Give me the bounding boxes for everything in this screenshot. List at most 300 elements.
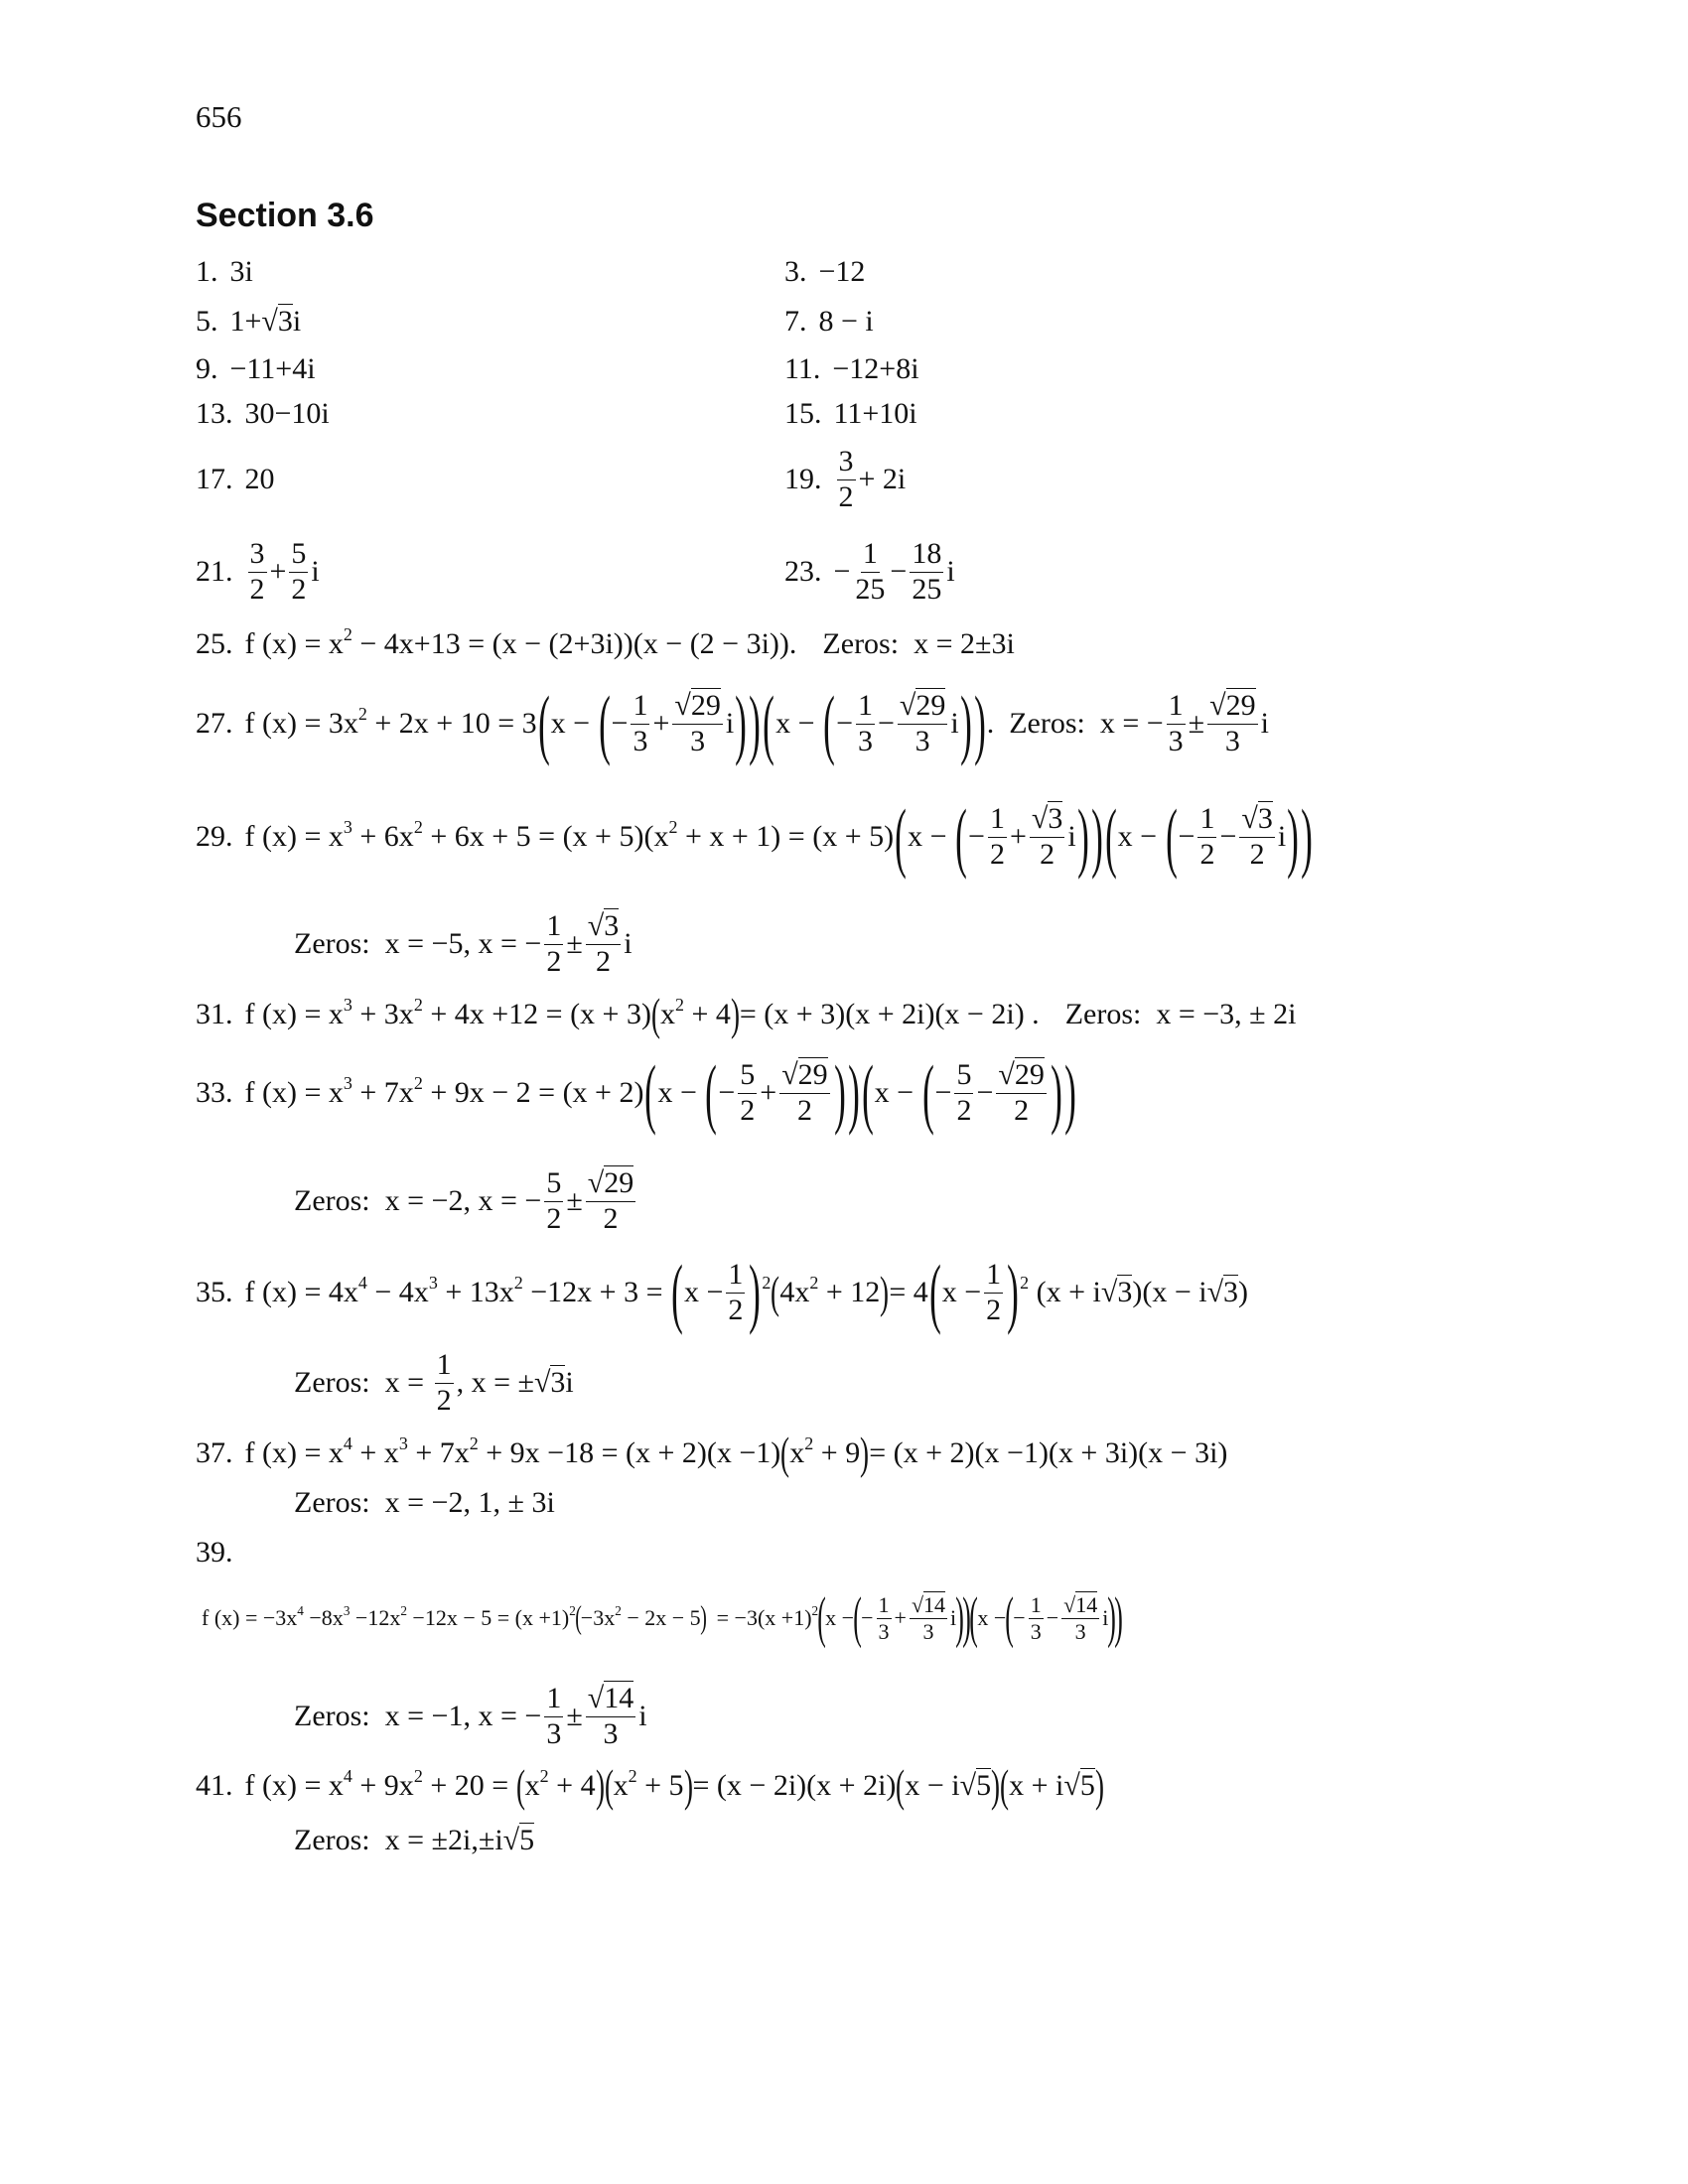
math-text: + 2x + 10 = 3 xyxy=(366,707,537,740)
exponent: 2 xyxy=(628,1765,637,1786)
math-text: 2 xyxy=(436,1383,452,1417)
math-text: 2 xyxy=(986,1293,1002,1326)
math-text: 1 xyxy=(862,537,878,570)
math-text: i xyxy=(1260,707,1269,740)
math-expression xyxy=(202,1586,1124,1650)
math-text: f (x) = x xyxy=(244,627,344,660)
math-text: ± xyxy=(566,1700,583,1732)
radical-sign: √ xyxy=(781,1058,798,1091)
math-text: i xyxy=(565,1366,574,1399)
math-text: 3 xyxy=(249,537,265,570)
math-text: i xyxy=(638,1700,647,1732)
math-text: 5 xyxy=(546,1166,562,1199)
medium-parenthesis: ( xyxy=(896,1761,906,1811)
exponent: 2 xyxy=(400,1602,407,1618)
problem-number: 19. xyxy=(784,463,822,495)
large-parenthesis: ( xyxy=(921,1049,934,1136)
numerator xyxy=(1029,1592,1044,1618)
radical-sign: √ xyxy=(1063,1592,1076,1618)
exponent: 2 xyxy=(413,994,423,1015)
math-expression xyxy=(832,352,918,386)
fraction xyxy=(631,689,649,758)
denominator xyxy=(1197,838,1216,873)
large-parenthesis: ( xyxy=(644,1049,657,1136)
numerator xyxy=(877,1592,892,1618)
numerator xyxy=(1207,689,1257,725)
math-text: 5 xyxy=(291,537,307,570)
numerator xyxy=(1030,802,1064,838)
radical-sign: √ xyxy=(587,1682,605,1714)
exponent: 4 xyxy=(297,1602,304,1618)
math-text: ) xyxy=(1238,1276,1249,1308)
math-text: + 9x − 2 = (x + 2) xyxy=(422,1076,644,1109)
math-text: 18 xyxy=(912,537,942,570)
math-expression xyxy=(834,537,955,607)
math-text: 1 xyxy=(857,689,873,722)
radicand: 29 xyxy=(604,1166,634,1199)
large-parenthesis: ( xyxy=(955,793,967,880)
square-root xyxy=(998,1057,1044,1091)
large-parenthesis: ) xyxy=(1076,793,1089,880)
denominator xyxy=(795,1094,814,1129)
radicand: 3 xyxy=(1223,1276,1239,1308)
radical-sign: √ xyxy=(533,1366,551,1399)
math-text: − 4x xyxy=(366,1276,429,1308)
math-text: + xyxy=(652,707,670,740)
fraction xyxy=(544,1682,563,1751)
numerator xyxy=(910,537,943,573)
math-text: − 2x − 5 xyxy=(621,1605,701,1630)
large-parenthesis: ( xyxy=(671,1249,683,1335)
fraction xyxy=(853,537,887,607)
fraction xyxy=(988,802,1007,872)
problem-number: 3. xyxy=(784,255,807,288)
math-text: (x + i xyxy=(1029,1276,1101,1308)
math-expression xyxy=(294,1824,534,1857)
square-root xyxy=(1063,1591,1097,1617)
square-root xyxy=(1063,1769,1094,1803)
math-text: 2 xyxy=(838,479,854,513)
exponent: 4 xyxy=(357,1272,367,1293)
numerator xyxy=(984,1258,1003,1294)
math-text: Zeros: x = −1, x = − xyxy=(294,1700,542,1732)
large-parenthesis: ) xyxy=(1287,793,1300,880)
math-text: + 4 xyxy=(548,1769,596,1802)
radicand: 3 xyxy=(604,909,620,942)
radicand: 5 xyxy=(976,1769,992,1802)
large-parenthesis: ( xyxy=(1165,793,1178,880)
radical-sign: √ xyxy=(959,1769,977,1802)
square-root xyxy=(781,1057,827,1091)
problem-number: 25. xyxy=(196,627,233,660)
numerator xyxy=(1197,802,1216,838)
section-title: Section 3.6 xyxy=(196,197,374,234)
square-root xyxy=(912,1591,945,1617)
radical-sign: √ xyxy=(674,689,691,722)
numerator xyxy=(544,1166,563,1202)
denominator xyxy=(544,1202,563,1237)
math-text: 5 xyxy=(956,1058,972,1091)
numerator xyxy=(1239,802,1274,838)
large-parenthesis: ( xyxy=(823,680,835,766)
math-expression xyxy=(294,909,633,979)
math-text: 2 xyxy=(546,1201,562,1235)
medium-parenthesis: ( xyxy=(650,990,660,1039)
large-parenthesis: ( xyxy=(861,1049,874,1136)
math-text: i xyxy=(950,707,959,740)
math-text: x − xyxy=(977,1605,1007,1630)
problem-number: 35. xyxy=(196,1276,233,1308)
math-text: 3 xyxy=(1224,724,1240,757)
square-root xyxy=(1032,801,1062,835)
math-text: x xyxy=(524,1769,540,1802)
exponent: 4 xyxy=(343,1765,352,1786)
fraction xyxy=(1197,802,1216,872)
radical-sign: √ xyxy=(587,1166,605,1199)
math-text: + xyxy=(1009,820,1027,853)
math-expression xyxy=(230,352,316,386)
math-expression xyxy=(244,1249,1249,1335)
math-text: 3i xyxy=(229,255,253,288)
math-text: x xyxy=(789,1436,805,1469)
medium-parenthesis: ) xyxy=(595,1761,605,1811)
square-root xyxy=(261,305,292,339)
math-text: f (x) = x xyxy=(244,1076,344,1109)
math-text: 1 xyxy=(878,1592,890,1618)
exponent: 2 xyxy=(413,1072,423,1093)
fraction xyxy=(1061,1592,1099,1644)
math-text: + 3x xyxy=(352,998,414,1030)
problem-number: 7. xyxy=(784,305,807,338)
radical-sign: √ xyxy=(998,1058,1015,1091)
denominator xyxy=(544,945,563,980)
problem-number: 17. xyxy=(196,463,233,495)
math-text: 3 xyxy=(1030,1618,1042,1644)
large-parenthesis: ( xyxy=(763,680,775,766)
math-expression xyxy=(245,1428,1228,1479)
math-text: 2 xyxy=(1014,1093,1030,1127)
radicand: 3 xyxy=(550,1366,566,1399)
denominator xyxy=(738,1094,757,1129)
denominator xyxy=(910,573,943,608)
math-text: , x = ± xyxy=(456,1366,534,1399)
math-text: + x xyxy=(352,1436,399,1469)
large-parenthesis: ( xyxy=(705,1049,718,1136)
radical-sign: √ xyxy=(1206,1276,1224,1308)
math-text: f (x) = x xyxy=(244,820,344,853)
math-text: i xyxy=(624,927,633,960)
medium-parenthesis: ( xyxy=(780,1429,790,1478)
fraction xyxy=(837,445,856,514)
large-parenthesis: ( xyxy=(537,680,550,766)
math-text: 1 xyxy=(436,1348,452,1381)
fraction xyxy=(726,1258,745,1327)
numerator xyxy=(544,909,563,945)
denominator xyxy=(853,573,887,608)
math-text: x − xyxy=(775,707,823,740)
medium-parenthesis: ( xyxy=(604,1761,614,1811)
fraction xyxy=(996,1058,1046,1128)
math-text: + xyxy=(760,1076,777,1109)
math-text: f (x) = x xyxy=(244,998,344,1030)
math-text: 2 xyxy=(249,572,265,606)
denominator xyxy=(984,1294,1003,1328)
square-root xyxy=(674,688,720,722)
problem-number: 9. xyxy=(196,352,218,385)
numerator xyxy=(726,1258,745,1294)
math-text: −8x xyxy=(303,1605,344,1630)
large-parenthesis: ) xyxy=(962,1586,972,1650)
exponent: 2 xyxy=(1020,1272,1030,1293)
problem-number: 41. xyxy=(196,1769,233,1802)
fraction xyxy=(877,1592,892,1644)
numerator xyxy=(586,1166,635,1202)
square-root xyxy=(588,1681,633,1714)
math-text: −12x − 5 = (x +1) xyxy=(406,1605,570,1630)
large-parenthesis: ( xyxy=(1104,793,1117,880)
denominator xyxy=(877,1619,892,1644)
math-text: + 12 xyxy=(818,1276,881,1308)
math-text: x − xyxy=(825,1605,855,1630)
math-expression xyxy=(244,680,1269,766)
denominator xyxy=(544,1717,563,1752)
math-text: + 2i xyxy=(858,463,907,495)
math-text: 3 xyxy=(603,1716,619,1750)
exponent: 2 xyxy=(615,1602,622,1618)
math-text: ± xyxy=(566,927,583,960)
large-parenthesis: ) xyxy=(847,1049,860,1136)
problem-number: 23. xyxy=(784,555,822,588)
math-text: −11+4i xyxy=(229,352,316,385)
math-text: − xyxy=(836,707,853,740)
math-text: 2 xyxy=(291,572,307,606)
denominator xyxy=(248,573,267,608)
fraction xyxy=(856,689,875,758)
denominator xyxy=(1223,725,1242,759)
math-text: x − xyxy=(874,1076,921,1109)
math-text: 2 xyxy=(1249,837,1265,871)
radical-sign: √ xyxy=(1209,689,1226,722)
problem-number: 5. xyxy=(196,305,218,338)
math-expression xyxy=(245,989,1297,1040)
math-text: 2 xyxy=(1199,837,1215,871)
problem-number: 15. xyxy=(784,397,822,430)
radical-sign: √ xyxy=(911,1592,924,1618)
math-expression xyxy=(244,793,1315,880)
math-text: 2 xyxy=(989,837,1005,871)
numerator xyxy=(988,802,1007,838)
numerator xyxy=(837,445,856,480)
math-expression xyxy=(244,1049,1077,1136)
problem-number: 21. xyxy=(196,555,233,588)
large-parenthesis: ) xyxy=(1301,793,1314,880)
math-text: + 9x −18 = (x + 2)(x −1) xyxy=(478,1436,781,1469)
math-text: 3 xyxy=(838,445,854,478)
math-text: x xyxy=(659,998,675,1030)
radicand: 14 xyxy=(604,1682,634,1714)
math-text: Zeros: x = 2±3i xyxy=(822,627,1015,660)
math-text: + 4x +12 = (x + 3) xyxy=(422,998,651,1030)
math-text: f (x) = 4x xyxy=(244,1276,358,1308)
exponent: 4 xyxy=(343,1433,352,1453)
math-text: + 9 xyxy=(813,1436,861,1469)
math-text: Zeros: x = ±2i,±i xyxy=(294,1824,503,1856)
math-text: x xyxy=(613,1769,629,1802)
radicand: 5 xyxy=(519,1824,535,1856)
square-root xyxy=(1241,801,1272,835)
math-text: − xyxy=(976,1076,994,1109)
exponent: 3 xyxy=(343,816,352,837)
denominator xyxy=(289,573,308,608)
math-text: − xyxy=(833,555,851,588)
denominator xyxy=(856,725,875,759)
fraction xyxy=(1030,802,1064,872)
math-text: = (x + 3)(x + 2i)(x − 2i) . xyxy=(739,998,1040,1030)
denominator xyxy=(1029,1619,1044,1644)
math-text: + 5 xyxy=(636,1769,684,1802)
exponent: 3 xyxy=(343,1602,351,1618)
large-parenthesis: ( xyxy=(598,680,611,766)
numerator xyxy=(996,1058,1046,1094)
math-text: −12x xyxy=(350,1605,401,1630)
exponent: 2 xyxy=(804,1433,814,1453)
exponent: 2 xyxy=(668,816,678,837)
denominator xyxy=(435,1384,454,1419)
large-parenthesis: ( xyxy=(817,1586,826,1650)
math-text: 2 xyxy=(956,1093,972,1127)
denominator xyxy=(602,1202,621,1237)
math-text: i xyxy=(1067,820,1076,853)
math-text: + 13x xyxy=(437,1276,514,1308)
math-text: 4x xyxy=(779,1276,810,1308)
math-expression xyxy=(834,445,907,514)
math-text: 3 xyxy=(546,1716,562,1750)
exponent: 2 xyxy=(513,1272,523,1293)
problem-number: 13. xyxy=(196,397,233,430)
math-text: i xyxy=(1102,1605,1109,1630)
math-text: 1 xyxy=(546,909,562,942)
math-text: − xyxy=(968,820,985,853)
square-root xyxy=(1207,1276,1238,1309)
numerator xyxy=(586,909,621,945)
fraction xyxy=(954,1058,973,1128)
math-text: 2 xyxy=(596,944,612,978)
math-text: x + i xyxy=(1009,1769,1064,1802)
large-parenthesis: ) xyxy=(1107,1586,1117,1650)
math-text: − 4x+13 = (x − (2+3i))(x − (2 − 3i)). xyxy=(352,627,797,660)
math-expression xyxy=(244,623,1015,661)
large-parenthesis: ) xyxy=(749,680,762,766)
large-parenthesis: ) xyxy=(1090,793,1103,880)
numerator xyxy=(1167,689,1186,725)
problem-number: 11. xyxy=(784,352,821,385)
large-parenthesis: ( xyxy=(1005,1586,1015,1650)
math-text: x − xyxy=(550,707,598,740)
page-number: 656 xyxy=(196,99,242,134)
radicand: 3 xyxy=(1117,1276,1133,1308)
radical-sign: √ xyxy=(1100,1276,1118,1308)
large-parenthesis: ) xyxy=(1114,1586,1124,1650)
square-root xyxy=(900,688,945,722)
radical-sign: √ xyxy=(587,909,605,942)
denominator xyxy=(602,1717,621,1752)
medium-parenthesis: ( xyxy=(1000,1761,1010,1811)
math-text: f (x) = −3x xyxy=(202,1605,298,1630)
fraction xyxy=(984,1258,1003,1327)
radical-sign: √ xyxy=(1031,802,1049,835)
math-text: − xyxy=(934,1076,952,1109)
exponent: 2 xyxy=(674,994,684,1015)
large-parenthesis: ( xyxy=(895,793,907,880)
fraction xyxy=(779,1058,829,1128)
math-text: 2 xyxy=(546,944,562,978)
math-text: 3 xyxy=(857,724,873,757)
exponent: 2 xyxy=(343,623,352,644)
math-text: − xyxy=(1178,820,1196,853)
math-text: i xyxy=(311,555,320,588)
math-text: = −3(x +1) xyxy=(705,1605,812,1630)
math-text: − xyxy=(718,1076,736,1109)
exponent: 3 xyxy=(428,1272,438,1293)
math-text: Zeros: x = −2, x = − xyxy=(294,1184,542,1217)
square-root xyxy=(588,908,619,942)
denominator xyxy=(1038,838,1056,873)
math-text: 3 xyxy=(878,1618,890,1644)
math-text: = 4 xyxy=(889,1276,928,1308)
numerator xyxy=(248,537,267,573)
radicand: 3 xyxy=(1257,802,1273,835)
math-text: 2 xyxy=(740,1093,756,1127)
denominator xyxy=(1167,725,1186,759)
exponent: 3 xyxy=(398,1433,408,1453)
math-text: 1 xyxy=(633,689,648,722)
math-text: + 6x + 5 = (x + 5)(x xyxy=(422,820,669,853)
math-expression xyxy=(245,463,275,496)
math-text: . Zeros: x = − xyxy=(986,707,1164,740)
fraction xyxy=(435,1348,454,1418)
math-text: 8 − i xyxy=(818,305,874,338)
numerator xyxy=(779,1058,829,1094)
math-text: − xyxy=(1013,1605,1026,1630)
radicand: 5 xyxy=(1079,1769,1095,1802)
math-text: Zeros: x = −5, x = − xyxy=(294,927,542,960)
fraction xyxy=(910,1592,947,1644)
math-expression xyxy=(245,1760,1104,1812)
problem-number: 1. xyxy=(196,255,218,288)
math-text: − xyxy=(877,707,895,740)
large-parenthesis: ) xyxy=(749,1249,762,1335)
large-parenthesis: ) xyxy=(1063,1049,1076,1136)
math-text: 1 xyxy=(728,1258,744,1291)
math-text: 2 xyxy=(603,1201,619,1235)
math-text: 2 xyxy=(1040,837,1055,871)
exponent: 2 xyxy=(413,1765,423,1786)
math-text: f (x) = x xyxy=(244,1769,344,1802)
medium-parenthesis: ) xyxy=(880,1268,890,1317)
radical-sign: √ xyxy=(502,1824,520,1856)
numerator xyxy=(738,1058,757,1094)
numerator xyxy=(910,1592,947,1618)
math-expression xyxy=(294,1348,574,1418)
fraction xyxy=(738,1058,757,1128)
large-parenthesis: ( xyxy=(853,1586,862,1650)
math-expression xyxy=(245,397,330,431)
radical-sign: √ xyxy=(1063,1769,1080,1802)
denominator xyxy=(914,725,932,759)
problem-number: 29. xyxy=(196,820,233,853)
fraction xyxy=(1207,689,1257,758)
math-text: 2 xyxy=(728,1293,744,1326)
